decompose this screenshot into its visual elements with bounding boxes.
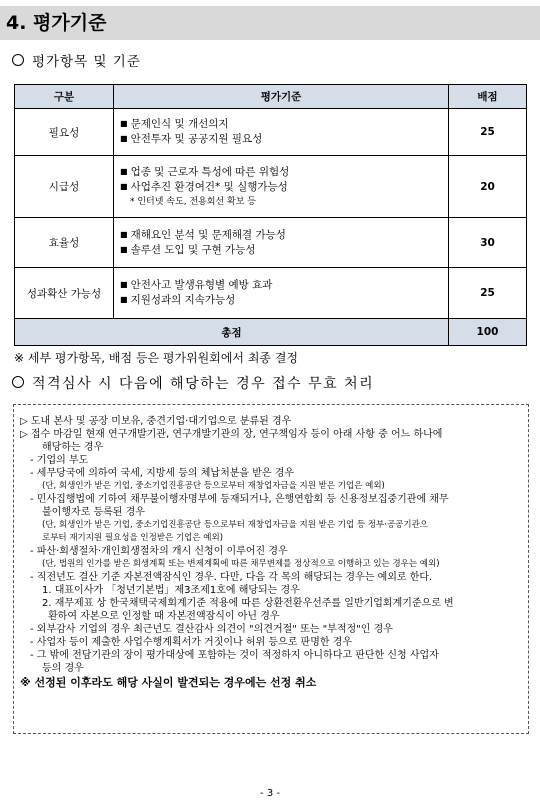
box-line: 환하여 자본으로 인정할 때 자본전액잠식이 아닌 경우 bbox=[48, 611, 280, 622]
box-line: - 민사집행법에 기하여 채무불이행자명부에 등재되거나, 은행연합회 등 신용정보집중기관에 채무 bbox=[30, 494, 449, 505]
circle-bullet-icon bbox=[12, 54, 24, 66]
box-line: 로부터 재기지원 필요성을 인정받은 기업은 예외) bbox=[42, 533, 224, 543]
box-line: ▷ 접수 마감일 현재 연구개발기관, 연구개발기관의 장, 연구책임자 등이 아래 사항 중 어느 하나에 bbox=[20, 429, 443, 440]
box-line: 2. 재무제표 상 한국채택국제회계기준 적용에 따른 상환전환우선주를 일반기업회계기준으로 변 bbox=[42, 598, 454, 609]
box-line: 등의 경우 bbox=[42, 663, 84, 674]
box-line: ▷ 도내 본사 및 공장 미보유, 중견기업·대기업으로 분류된 경우 bbox=[20, 416, 292, 427]
criteria-item: 지원성과의 지속가능성 bbox=[130, 294, 236, 306]
table-row bbox=[15, 156, 527, 218]
header-score: 배점 bbox=[449, 85, 527, 109]
square-bullet-icon: ■ bbox=[120, 244, 128, 254]
table-total-row bbox=[15, 319, 527, 346]
cancellation-note: ※ 선정된 이후라도 해당 사실이 발견되는 경우에는 선정 취소 bbox=[20, 676, 317, 689]
box-line: 불이행자로 등록된 경우 bbox=[42, 507, 145, 518]
criteria-item: 업종 및 근로자 특성에 따른 위험성 bbox=[130, 165, 290, 178]
remark-note: ※ 세부 평가항목, 배점 등은 평가위원회에서 최종 결정 bbox=[14, 351, 299, 365]
box-line: - 사업자 등이 제출한 사업수행계획서가 거짓이나 허위 등으로 판명한 경우 bbox=[30, 637, 353, 648]
row-category: 성과확산 가능성 bbox=[15, 268, 114, 319]
square-bullet-icon: ■ bbox=[120, 166, 128, 176]
square-bullet-icon: ■ bbox=[120, 280, 128, 289]
box-line: (단, 회생인가 받은 기업, 중소기업진흥공단 등으로부터 재창업자금을 지원 받은 기업 등 정부·공공기관으 bbox=[42, 520, 429, 530]
row-criteria bbox=[114, 109, 449, 156]
box-line: 해당하는 경우 bbox=[42, 442, 104, 453]
criteria-heading bbox=[12, 53, 141, 71]
header-category: 구분 bbox=[15, 85, 114, 109]
criteria-table bbox=[14, 84, 527, 346]
criteria-heading-text: 평가항목 및 기준 bbox=[32, 54, 141, 70]
disqualification-box bbox=[13, 404, 529, 734]
box-line: - 기업의 부도 bbox=[30, 455, 89, 466]
box-line: 1. 대표이사가 「청년기본법」제3조제1호에 해당되는 경우 bbox=[42, 585, 300, 596]
row-score: 30 bbox=[449, 218, 527, 268]
criteria-item: 재해요인 분석 및 문제해결 가능성 bbox=[130, 228, 286, 241]
square-bullet-icon: ■ bbox=[120, 229, 128, 239]
row-score: 25 bbox=[449, 268, 527, 319]
box-line: - 외부감사 기업의 경우 최근년도 결산감사 의견이 "의견거절" 또는 "부적정"인 경우 bbox=[30, 624, 393, 635]
header-criteria: 평가기준 bbox=[114, 85, 449, 109]
criteria-footnote: * 인터넷 속도, 전용회선 확보 등 bbox=[130, 196, 256, 207]
criteria-item: 안전투자 및 공공지원 필요성 bbox=[130, 133, 263, 145]
criteria-item: 사업추진 환경여건* 및 실행가능성 bbox=[130, 180, 288, 193]
row-criteria bbox=[114, 268, 449, 319]
criteria-item: 문제인식 및 개선의지 bbox=[130, 118, 229, 130]
table-row bbox=[15, 268, 527, 319]
box-line: - 그 밖에 전담기관의 장이 평가대상에 포함하는 것이 적정하지 아니하다고 판단한 신청 사업자 bbox=[30, 650, 439, 661]
circle-bullet-icon bbox=[12, 376, 24, 388]
total-label: 총점 bbox=[15, 319, 449, 346]
criteria-item: 솔루션 도입 및 구현 가능성 bbox=[130, 243, 256, 256]
row-score: 20 bbox=[449, 156, 527, 218]
row-score: 25 bbox=[449, 109, 527, 156]
disqualification-heading-text: 적격심사 시 다음에 해당하는 경우 접수 무효 처리 bbox=[32, 376, 375, 392]
criteria-item: 안전사고 발생유형별 예방 효과 bbox=[130, 279, 273, 291]
row-criteria bbox=[114, 218, 449, 268]
total-score: 100 bbox=[449, 319, 527, 346]
row-category: 효율성 bbox=[15, 218, 114, 268]
row-category: 시급성 bbox=[15, 156, 114, 218]
box-line: - 세무당국에 의하여 국세, 지방세 등의 체납처분을 받은 경우 bbox=[30, 468, 295, 479]
square-bullet-icon: ■ bbox=[120, 134, 128, 143]
square-bullet-icon: ■ bbox=[120, 181, 128, 191]
square-bullet-icon: ■ bbox=[120, 295, 128, 304]
box-line: (단, 회생인가 받은 기업, 중소기업진흥공단 등으로부터 재창업자금을 지원 받은 기업은 예외) bbox=[42, 481, 385, 491]
row-category: 필요성 bbox=[15, 109, 114, 156]
box-line: - 파산·회생절차·개인회생절차의 개시 신청이 이루어진 경우 bbox=[30, 546, 288, 557]
section-title: 4. 평가기준 bbox=[6, 12, 107, 34]
page-number: - 3 - bbox=[260, 788, 280, 799]
disqualification-heading bbox=[12, 375, 374, 393]
table-header-row bbox=[15, 85, 527, 109]
square-bullet-icon: ■ bbox=[120, 119, 128, 128]
box-line: (단, 법원의 인가를 받은 회생계획 또는 변제계획에 따른 채무변제를 정상적으로 이행하고 있는 경우는 예외) bbox=[42, 559, 440, 569]
table-row bbox=[15, 109, 527, 156]
table-row bbox=[15, 218, 527, 268]
row-criteria bbox=[114, 156, 449, 218]
box-line: - 직전년도 결산 기준 자본전액잠식인 경우. 다만, 다음 각 목의 해당되는 경우는 예외로 한다. bbox=[30, 572, 433, 583]
